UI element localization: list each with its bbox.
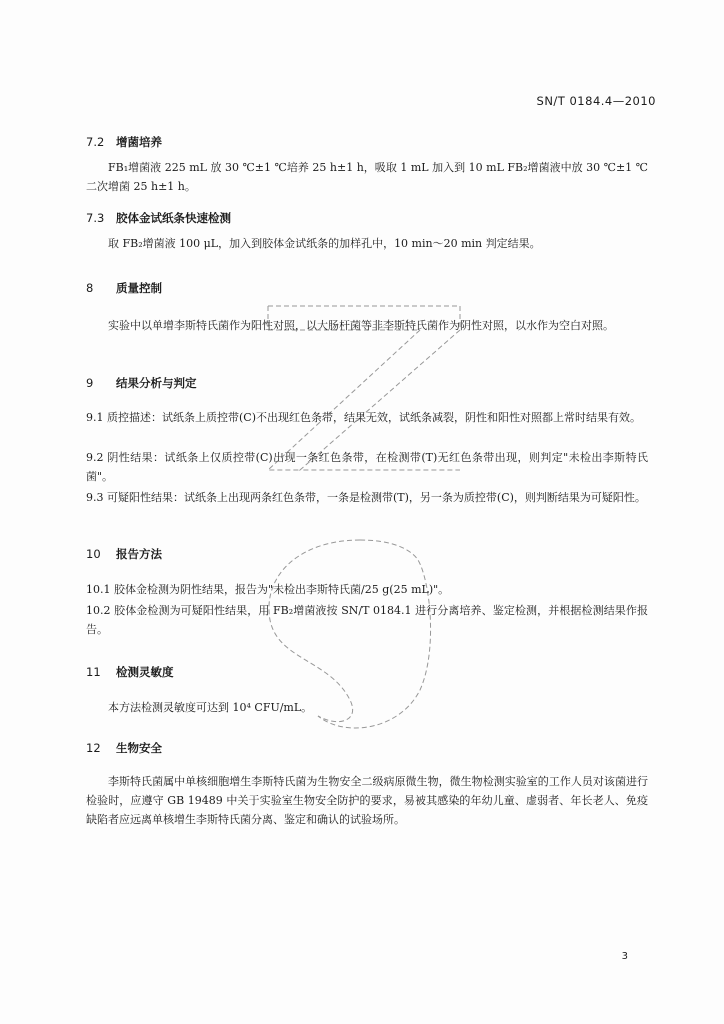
section-title: 生物安全 [116,741,163,755]
clause-text: 胶体金检测为阴性结果，报告为"未检出李斯特氏菌/25 g(25 mL)"。 [114,583,450,596]
section-number: 9 [86,376,94,390]
section-title: 增菌培养 [116,135,163,149]
section-12-body: 李斯特氏菌属中单核细胞增生李斯特氏菌为生物安全二级病原微生物，微生物检测实验室的工作人员对该菌进行检验时，应遵守 GB 19489 中关于实验室生物安全防护的要求，易被其感染的年幼儿童、虚弱者、年长老人、免疫缺陷者应远离单核增生李斯特氏菌分离、鉴定和确认的试验场所。 [86,775,648,826]
clause-number: 10.1 [86,583,111,596]
section-7-2-body: FB₁增菌液 225 mL 放 30 ℃±1 ℃培养 25 h±1 h，吸取 1 mL 加入到 10 mL FB₂增菌液中放 30 ℃±1 ℃二次增菌 25 h±1 h。 [86,161,648,193]
section-10-heading [86,546,162,562]
clause-10-2 [86,601,648,639]
section-number: 11 [86,665,101,679]
clause-10-1 [86,580,648,599]
section-number: 10 [86,547,101,561]
section-number: 7.2 [86,135,105,149]
section-7-2-heading [86,134,162,150]
clause-text: 阴性结果：试纸条上仅质控带(C)出现一条红色条带，在检测带(T)无红色条带出现，则判定"未检出李斯特氏菌"。 [86,451,648,483]
clause-text: 质控描述：试纸条上质控带(C)不出现红色条带，结果无效，试纸条减裂，阴性和阳性对照都上常时结果有效。 [107,411,641,424]
clause-number: 9.3 [86,491,104,504]
clause-text: 胶体金检测为可疑阳性结果，用 FB₂增菌液按 SN/T 0184.1 进行分离培养、鉴定检测，并根据检测结果作报告。 [86,604,648,636]
section-title: 胶体金试纸条快速检测 [116,211,232,225]
section-7-3-heading [86,210,231,226]
clause-9-2 [86,448,648,486]
section-12-heading [86,740,162,756]
section-title: 结果分析与判定 [116,376,197,390]
section-title: 报告方法 [116,547,163,561]
section-11-heading [86,664,174,680]
standard-number: SN/T 0184.4—2010 [536,94,656,108]
section-9-heading [86,375,197,391]
section-11-body: 本方法检测灵敏度可达到 10⁴ CFU/mL。 [108,701,313,714]
section-title: 质量控制 [116,281,163,295]
section-title: 检测灵敏度 [116,665,174,679]
section-number: 12 [86,741,101,755]
clause-9-1 [86,408,648,427]
clause-number: 9.1 [86,411,104,424]
section-7-3-body: 取 FB₂增菌液 100 μL，加入到胶体金试纸条的加样孔中，10 min～20 min 判定结果。 [108,237,541,250]
page-number: 3 [621,951,628,962]
section-8-body: 实验中以单增李斯特氏菌作为阳性对照，以大肠杆菌等非李斯特氏菌作为阴性对照，以水作为空白对照。 [108,319,614,332]
clause-number: 9.2 [86,451,104,464]
section-8-heading [86,280,162,296]
section-number: 7.3 [86,211,105,225]
section-number: 8 [86,281,94,295]
clause-9-3 [86,488,648,507]
clause-text: 可疑阳性结果：试纸条上出现两条红色条带，一条是检测带(T)，另一条为质控带(C)，则判断结果为可疑阳性。 [107,491,646,504]
clause-number: 10.2 [86,604,111,617]
